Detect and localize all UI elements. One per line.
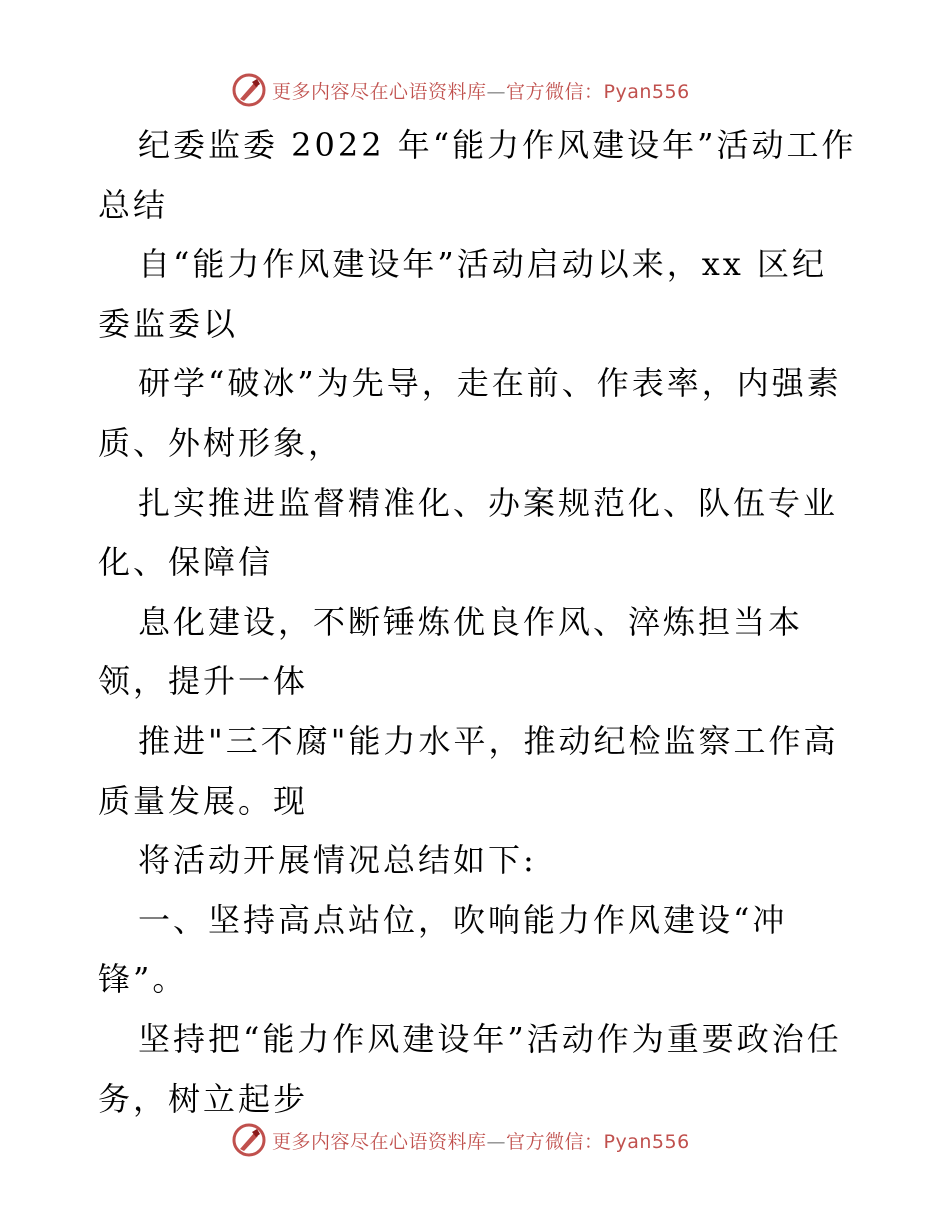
paragraph-5: 推进"三不腐"能力水平，推动纪检监察工作高质量发展。现 (98, 721, 839, 820)
paragraph-7: 坚持把“能力作风建设年”活动作为重要政治任务，树立起步 (98, 1019, 842, 1118)
watermark-separator: — (486, 1130, 507, 1153)
pen-logo-icon (232, 1123, 266, 1157)
paragraph-4: 息化建设，不断锤炼优良作风、淬炼担当本领，提升一体 (98, 602, 804, 701)
watermark-text (272, 77, 690, 104)
paragraph-6: 将活动开展情况总结如下: (138, 841, 537, 880)
watermark-separator: — (486, 80, 507, 103)
pen-logo-icon (232, 73, 266, 107)
watermark-wechat-label: 官方微信： (506, 1130, 604, 1153)
document-body (98, 116, 858, 1129)
watermark-wechat-id: Pyan556 (603, 1130, 690, 1153)
watermark-wechat-label: 官方微信： (506, 80, 604, 103)
watermark-footer (232, 1120, 690, 1160)
watermark-header (232, 70, 690, 110)
paragraph-1: 自“能力作风建设年”活动启动以来，xx 区纪委监委以 (98, 245, 827, 343)
paragraph-3: 扎实推进监督精准化、办案规范化、队伍专业化、保障信 (98, 483, 839, 582)
document-title: 纪委监委 2022 年“能力作风建设年”活动工作总结 (98, 126, 857, 224)
watermark-site: 更多内容尽在心语资料库 (272, 80, 487, 103)
section-heading-1: 一、坚持高点站位，吹响能力作风建设“冲锋”。 (98, 900, 788, 999)
paragraph-2: 研学“破冰”为先导，走在前、作表率，内强素质、外树形象， (98, 364, 842, 462)
watermark-site: 更多内容尽在心语资料库 (272, 1130, 487, 1153)
watermark-wechat-id: Pyan556 (603, 80, 690, 103)
watermark-text (272, 1127, 690, 1154)
